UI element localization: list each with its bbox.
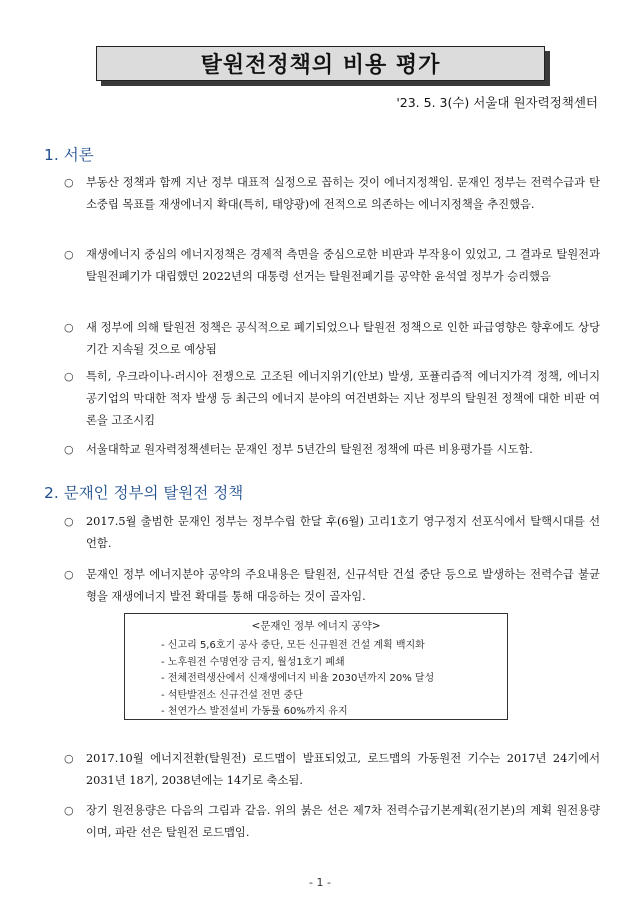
list-item-text: 서울대학교 원자력정책센터는 문재인 정부 5년간의 탈원전 정책에 따른 비용평가를 시도함. [86, 443, 533, 456]
page-number: - 1 - [309, 876, 331, 889]
list-item-text: 문재인 정부 에너지분야 공약의 주요내용은 탈원전, 신규석탄 건설 중단 등으로 발생하는 전력수급 불균형을 재생에너지 발전 확대를 통해 대응하는 것이 골자임. [86, 568, 600, 603]
document-date: '23. 5. 3(수) 서울대 원자력정책센터 [396, 95, 598, 110]
bullet-circle: ○ [64, 443, 74, 456]
list-item [64, 439, 600, 461]
list-item-text: 새 정부에 의해 탈원전 정책은 공식적으로 폐기되었으나 탈원전 정책으로 인한 파급영향은 향후에도 상당기간 지속될 것으로 예상됨 [86, 321, 600, 356]
section-heading-moon-policy: 2. 문재인 정부의 탈원전 정책 [44, 484, 244, 502]
pledge-item: - 전체전력생산에서 신재생에너지 비율 2030년까지 20% 달성 [161, 673, 435, 685]
bullet-circle: ○ [64, 370, 74, 383]
list-item-text: 장기 원전용량은 다음의 그림과 같음. 위의 붉은 선은 제7차 전력수급기본계획(전기본)의 계획 원전용량이며, 파란 선은 탈원전 로드맵임. [86, 804, 600, 839]
list-item [64, 244, 600, 288]
document-title: 탈원전정책의 비용 평가 [200, 53, 441, 78]
pledge-box-title: <문재인 정부 에너지 공약> [251, 620, 381, 632]
pledge-item: - 천연가스 발전설비 가동률 60%까지 유지 [161, 706, 348, 718]
pledge-item: - 신고리 5,6호기 공사 중단, 모든 신규원전 건설 계획 백지화 [161, 640, 425, 651]
bullet-circle: ○ [64, 568, 74, 581]
list-item [64, 511, 600, 555]
pledge-list [161, 638, 434, 721]
list-item [64, 800, 600, 844]
pledge-item: - 석탄발전소 신규건설 전면 중단 [161, 689, 303, 701]
list-item-text: 특히, 우크라이나-러시아 전쟁으로 고조된 에너지위기(안보) 발생, 포퓰리즘적 에너지가격 정책, 에너지공기업의 막대한 적자 발생 등 최근의 에너지 분야의 여건변화는 지난 정부의 탈원전 정책에 대한 비판 여론을 고조시킴 [86, 370, 600, 427]
list-item [64, 366, 600, 432]
list-item [64, 317, 600, 361]
section-heading-introduction: 1. 서론 [44, 146, 94, 164]
bullet-circle: ○ [64, 248, 74, 261]
bullet-circle: ○ [64, 804, 74, 817]
list-item-text: 2017.10월 에너지전환(탈원전) 로드맵이 발표되었고, 로드맵의 가동원전 기수는 2017년 24기에서 2031년 18기, 2038년에는 14기로 축소됨. [86, 752, 600, 787]
list-item [64, 748, 600, 792]
pledge-item: - 노후원전 수명연장 금지, 월성1호기 폐쇄 [161, 656, 345, 668]
list-item-text: 2017.5월 출범한 문재인 정부는 정부수립 한달 후(6월) 고리1호기 영구정지 선포식에서 탈핵시대를 선언함. [86, 515, 600, 550]
list-item-text: 부동산 정책과 함께 지난 정부 대표적 실정으로 꼽히는 것이 에너지정책임. 문재인 정부는 전력수급과 탄소중립 목표를 재생에너지 확대(특히, 태양광)에 전적으로 의존하는 에너지정책을 추진했음. [86, 176, 600, 211]
list-item [64, 564, 600, 608]
bullet-circle: ○ [64, 176, 74, 189]
bullet-circle: ○ [64, 321, 74, 334]
energy-pledge-box [124, 613, 508, 720]
title-box [96, 46, 545, 81]
title-banner [96, 46, 554, 86]
bullet-circle: ○ [64, 752, 74, 765]
list-item-text: 재생에너지 중심의 에너지정책은 경제적 측면을 중심으로한 비판과 부작용이 있었고, 그 결과로 탈원전과 탈원전폐기가 대립했던 2022년의 대통령 선거는 탈원전폐기를 공약한 윤석열 정부가 승리했음 [86, 248, 600, 283]
list-item [64, 172, 600, 216]
bullet-circle: ○ [64, 515, 74, 528]
